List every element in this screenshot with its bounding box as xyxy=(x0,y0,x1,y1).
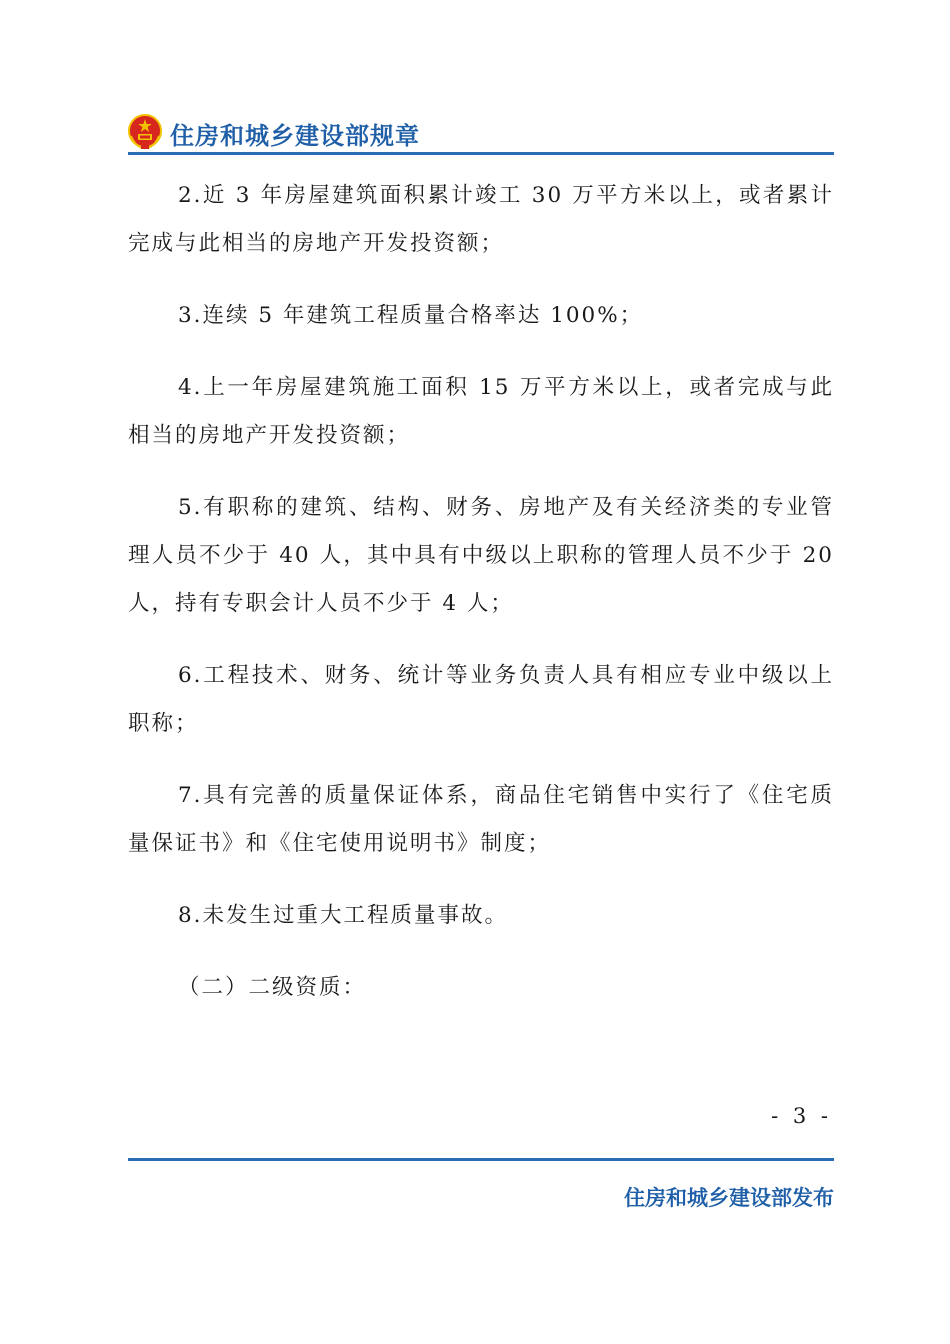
document-body xyxy=(128,172,834,1036)
national-emblem-icon xyxy=(128,114,162,150)
paragraph: 7.具有完善的质量保证体系，商品住宅销售中实行了《住宅质量保证书》和《住宅使用说明书》制度； xyxy=(128,783,834,856)
page-header xyxy=(128,112,834,156)
page-number: - 3 - xyxy=(771,1104,832,1128)
paragraph: 6.工程技术、财务、统计等业务负责人具有相应专业中级以上职称； xyxy=(128,663,834,736)
paragraph: 8.未发生过重大工程质量事故。 xyxy=(178,903,509,928)
paragraph: 2.近 3 年房屋建筑面积累计竣工 30 万平方米以上，或者累计完成与此相当的房地产开发投资额； xyxy=(128,183,834,256)
paragraph: 4.上一年房屋建筑施工面积 15 万平方米以上，或者完成与此相当的房地产开发投资额； xyxy=(128,375,834,448)
footer-divider xyxy=(128,1158,834,1161)
section-heading: （二）二级资质： xyxy=(178,975,367,1000)
header-divider xyxy=(128,152,834,155)
paragraph: 5.有职称的建筑、结构、财务、房地产及有关经济类的专业管理人员不少于 40 人，其中具有中级以上职称的管理人员不少于 20 人，持有专职会计人员不少于 4 人； xyxy=(128,495,834,616)
footer-publisher: 住房和城乡建设部发布 xyxy=(624,1186,834,1210)
header-title: 住房和城乡建设部规章 xyxy=(170,122,420,150)
paragraph: 3.连续 5 年建筑工程质量合格率达 100%； xyxy=(178,303,644,328)
